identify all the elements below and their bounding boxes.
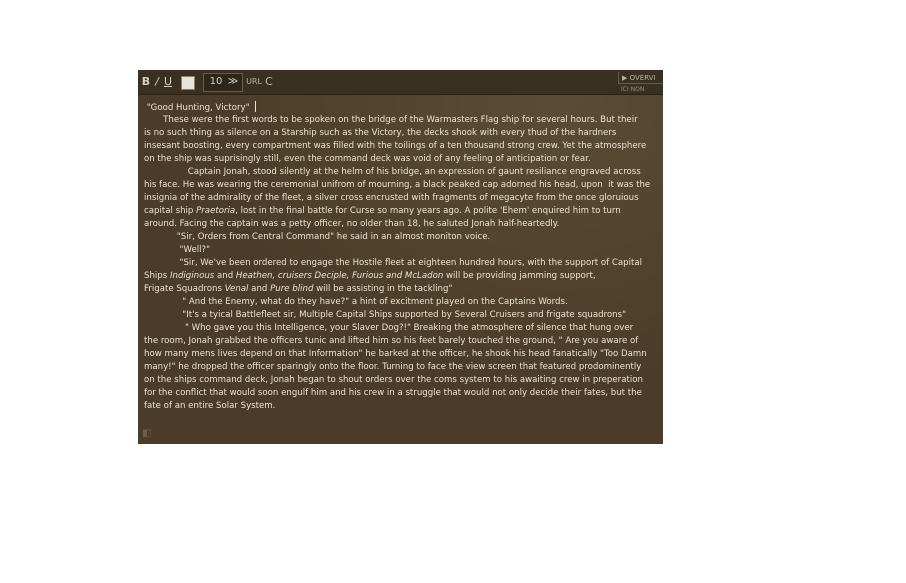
underline-button[interactable]: U [163, 75, 173, 88]
overview-tab[interactable]: ▶ OVERVI [618, 72, 663, 84]
italic-text: Praetoria [196, 206, 236, 216]
text-run: "Well?" [144, 245, 211, 255]
text-run: insesant boosting, every compartment was filled with the toilings of a ten thousand strong crew. Yet the atmosphere [144, 141, 647, 151]
text-line [144, 244, 656, 257]
chat-editor-window [138, 70, 663, 444]
italic-text: Indiginous [169, 271, 215, 281]
text-run: "Sir, Orders from Central Command" he said in an almost moniton voice. [144, 232, 491, 242]
text-line [144, 374, 656, 387]
text-line [144, 101, 656, 114]
text-run: and [214, 271, 236, 281]
text-cursor [255, 101, 256, 112]
text-line [144, 322, 656, 335]
text-editor-area[interactable] [144, 101, 656, 413]
chevron-down-icon[interactable]: ≫ [227, 76, 239, 87]
text-line [144, 283, 656, 296]
italic-text: Heathen, cruisers Deciple, Furious and McLadon [235, 271, 444, 281]
text-line [144, 270, 656, 283]
text-run: around. Facing the captain was a petty officer, no older than 18, he saluted Jonah half-heartedly. [144, 219, 560, 229]
text-run: his face. He was wearing the ceremonial unifrom of mourning, a black peaked cap adorned his head, upon it was the [144, 180, 651, 190]
text-run: will be providing jamming support, [443, 271, 596, 281]
resize-grip-icon[interactable]: ◧ [142, 428, 152, 439]
italic-text: Venal [224, 284, 249, 294]
text-run: Captain Jonah, stood silently at the helm of his bridge, an expression of gaunt resiliance engraved across [144, 167, 641, 177]
font-size-value: 10 [209, 76, 223, 87]
text-run: how many mens lives depend on that Information" he barked at the officer, he shook his head fanatically "Too Damn [144, 349, 647, 359]
text-run: fate of an entire Solar System. [144, 401, 276, 411]
text-run: "Good Hunting, Victory" [144, 103, 255, 113]
text-line [144, 166, 656, 179]
overview-subtabs: ICI NON [621, 86, 645, 93]
text-run: capital ship [144, 206, 197, 216]
text-line [144, 192, 656, 205]
text-line [144, 231, 656, 244]
text-run: " Who gave you this Intelligence, your Slaver Dog?!" Breaking the atmosphere of silence that hung over [144, 323, 634, 333]
text-run: for the conflict that would soon engulf him and his crew in a struggle that would not only decide their fates, but the [144, 388, 642, 398]
text-run: the room, Jonah grabbed the officers tunic and lifted him so his feet barely touched the ground, " Are you aware of [144, 336, 639, 346]
text-line [144, 296, 656, 309]
clear-format-button[interactable]: C [265, 75, 273, 88]
text-run: on the ship was suprisingly still, even the command deck was void of any feeling of anticipation or fear. [144, 154, 591, 164]
text-line [144, 400, 656, 413]
text-run: " And the Enemy, what do they have?" a hint of excitment played on the Captains Words. [144, 297, 568, 307]
text-run: will be assisting in the tackling" [313, 284, 453, 294]
font-size-select[interactable] [203, 73, 243, 92]
text-line [144, 127, 656, 140]
text-run: insignia of the admirality of the fleet, a silver cross encrusted with fragments of megacyte from the once gloruious [144, 193, 639, 203]
text-line [144, 309, 656, 322]
text-run: Frigate Squadrons [144, 284, 225, 294]
text-run: "It's a tyical Battlefleet sir, Multiple Capital Ships supported by Several Cruisers and frigate squadrons" [144, 310, 627, 320]
text-run: Ships [144, 271, 170, 281]
text-run: is no such thing as silence on a Starship such as the Victory, the decks shook with every thud of the hardners [144, 128, 617, 138]
url-button[interactable]: URL [246, 77, 262, 86]
text-run: many!" he dropped the officer sparingly onto the floor. Turning to face the view screen that featured prodominently [144, 362, 642, 372]
text-run: and [248, 284, 271, 294]
text-line [144, 179, 656, 192]
text-line [144, 205, 656, 218]
italic-text: Pure blind [270, 284, 314, 294]
text-run: on the ships command deck, Jonah began to shout orders over the coms system to his awaiting crew in preperation [144, 375, 643, 385]
text-line [144, 114, 656, 127]
text-line [144, 348, 656, 361]
overview-tab-label: OVERVI [629, 74, 656, 82]
italic-button[interactable]: / [155, 75, 159, 88]
text-run: , lost in the final battle for Curse so many years ago. A polite 'Ehem' enquired him to turn [235, 206, 621, 216]
formatting-toolbar [138, 70, 663, 95]
text-line [144, 387, 656, 400]
text-run: "Sir, We've been ordered to engage the Hostile fleet at eighteen hundred hours, with the support of Capital [144, 258, 643, 268]
text-line [144, 257, 656, 270]
text-color-swatch[interactable] [181, 76, 195, 90]
text-line [144, 218, 656, 231]
text-line [144, 153, 656, 166]
text-run: These were the first words to be spoken on the bridge of the Warmasters Flag ship for several hours. But their [144, 115, 638, 125]
text-line [144, 361, 656, 374]
bold-button[interactable]: B [141, 75, 151, 88]
text-line [144, 140, 656, 153]
text-line [144, 335, 656, 348]
